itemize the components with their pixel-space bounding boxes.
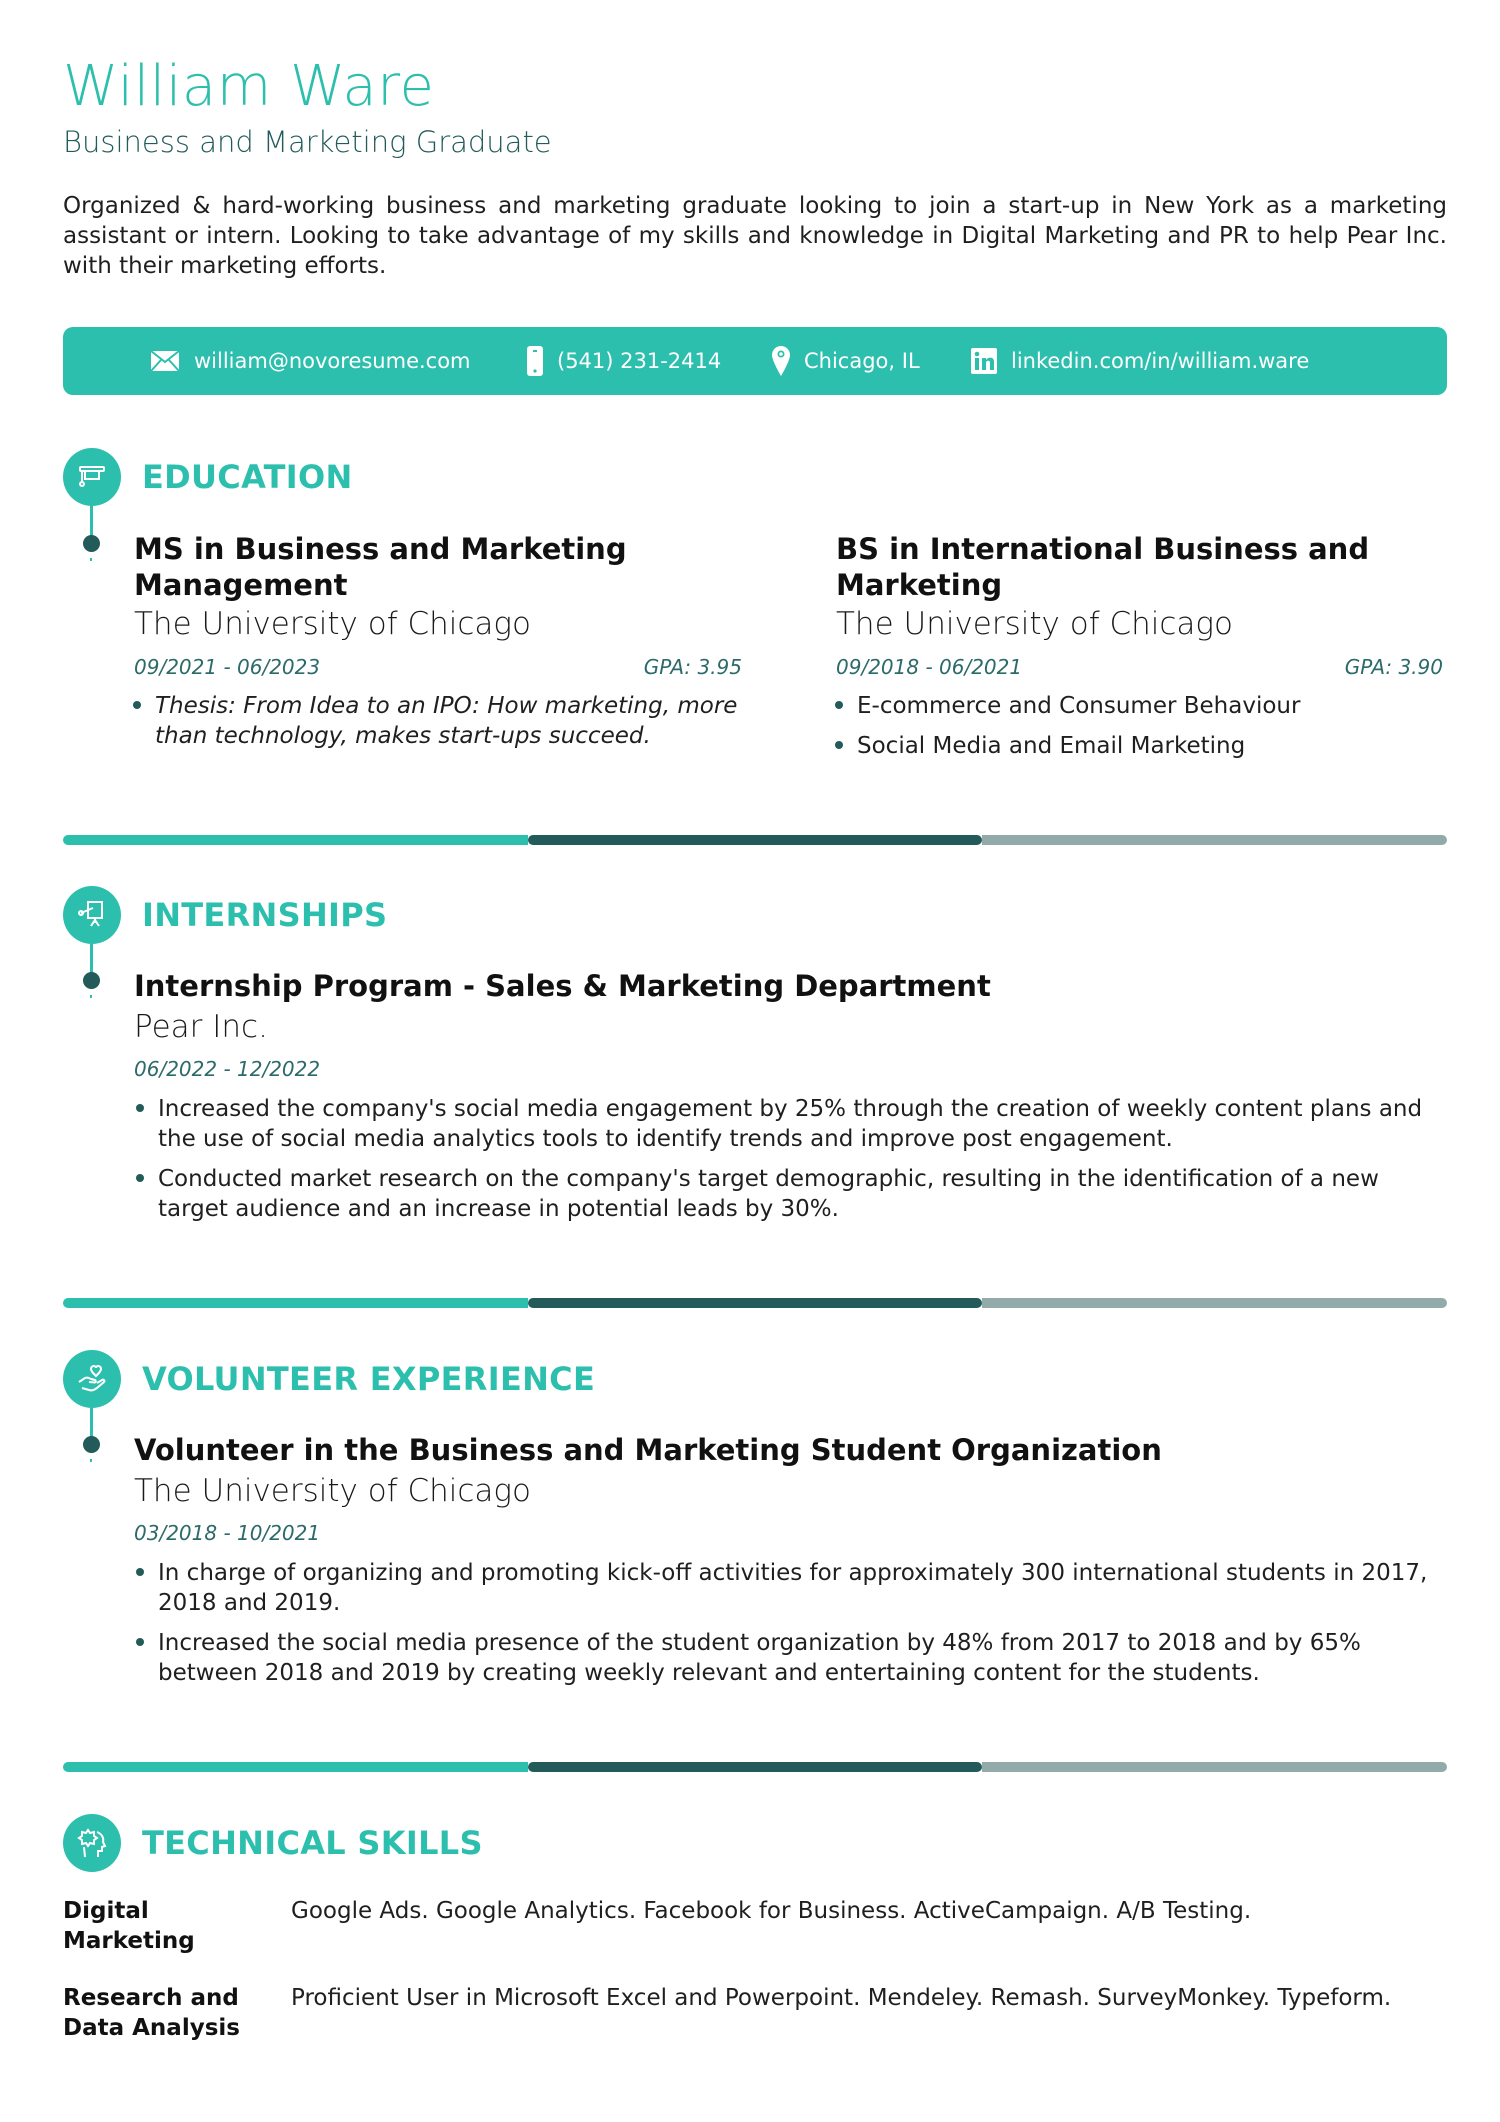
degree-title: BS in International Business and xyxy=(836,532,1370,566)
internships-section-icon xyxy=(63,886,121,944)
phone-text: (541) 231-2414 xyxy=(557,349,722,373)
role-title: Internship Program - Sales & Marketing Department xyxy=(134,969,991,1003)
timeline-connector xyxy=(90,944,93,974)
contact-bar xyxy=(63,327,1447,395)
timeline-dot xyxy=(83,535,100,552)
internship-bullets xyxy=(134,1094,1447,1234)
education-bullets xyxy=(131,691,751,761)
hand-heart-icon xyxy=(76,1364,108,1394)
bullet-item: Increased the social media presence of the student organization by 48% from 2017 to 2018 and by 65% between 2018 and 2019 by creating weekly relevant and entertaining content for the students. xyxy=(134,1628,1447,1688)
timeline-tick xyxy=(90,995,92,998)
linkedin-icon xyxy=(971,348,997,374)
timeline-connector xyxy=(90,506,93,536)
skill-category-line2: Marketing xyxy=(63,1928,195,1954)
linkedin-text: linkedin.com/in/william.ware xyxy=(1011,349,1310,373)
candidate-name: William Ware xyxy=(63,54,435,119)
gpa: GPA: 3.90 xyxy=(1344,655,1443,679)
bullet-item: Increased the company's social media engagement by 25% through the creation of weekly content plans and the use of social media analytics tools to identify trends and improve post engagement. xyxy=(134,1094,1447,1154)
bullet-item: Thesis: From Idea to an IPO: How marketing, more than technology, makes start-ups succeed. xyxy=(131,691,751,751)
map-pin-icon xyxy=(772,346,790,376)
graduation-cap-icon xyxy=(77,462,107,492)
section-divider xyxy=(63,835,1447,845)
organization-name: Pear Inc. xyxy=(134,1009,268,1045)
section-divider xyxy=(63,1298,1447,1308)
section-title-internships: INTERNSHIPS xyxy=(142,896,388,934)
education-bullets xyxy=(833,691,1443,771)
organization-name: The University of Chicago xyxy=(134,1473,531,1509)
location-text: Chicago, IL xyxy=(804,349,920,373)
timeline-tick xyxy=(90,558,92,561)
mobile-phone-icon xyxy=(527,346,543,376)
skills-section-icon xyxy=(63,1814,121,1872)
education-dates: 09/2021 - 06/2023 xyxy=(134,655,321,679)
volunteer-section-icon xyxy=(63,1350,121,1408)
degree-title-line2: Management xyxy=(134,568,348,602)
section-divider xyxy=(63,1762,1447,1772)
bullet-item: Conducted market research on the company's target demographic, resulting in the identification of a new target audience and an increase in potential leads by 30%. xyxy=(134,1164,1447,1224)
head-gear-icon xyxy=(76,1827,108,1859)
school-name: The University of Chicago xyxy=(836,606,1233,642)
volunteer-bullets xyxy=(134,1558,1447,1698)
section-title-education: EDUCATION xyxy=(142,458,353,496)
internship-dates: 06/2022 - 12/2022 xyxy=(134,1057,321,1081)
section-title-volunteer: VOLUNTEER EXPERIENCE xyxy=(142,1360,596,1398)
education-section-icon xyxy=(63,448,121,506)
skill-category xyxy=(63,1896,253,1956)
skill-list: Google Ads. Google Analytics. Facebook for Business. ActiveCampaign. A/B Testing. xyxy=(291,1898,1252,1924)
degree-title-line2: Marketing xyxy=(836,568,1003,602)
skill-category-line1: Digital xyxy=(63,1898,149,1924)
skill-category-line2: Data Analysis xyxy=(63,2015,240,2041)
candidate-title: Business and Marketing Graduate xyxy=(63,125,552,159)
contact-phone[interactable] xyxy=(527,327,721,395)
school-name: The University of Chicago xyxy=(134,606,531,642)
timeline-tick xyxy=(90,1459,92,1462)
contact-email[interactable] xyxy=(150,327,471,395)
bullet-item: In charge of organizing and promoting kick-off activities for approximately 300 international students in 2017, 2018 and 2019. xyxy=(134,1558,1447,1618)
presentation-board-icon xyxy=(77,899,107,931)
volunteer-dates: 03/2018 - 10/2021 xyxy=(134,1521,321,1545)
skill-category xyxy=(63,1983,253,2043)
skill-category-line1: Research and xyxy=(63,1985,239,2011)
role-title: Volunteer in the Business and Marketing Student Organization xyxy=(134,1433,1162,1467)
skill-list: Proficient User in Microsoft Excel and Powerpoint. Mendeley. Remash. SurveyMonkey. Typeform. xyxy=(291,1985,1392,2011)
timeline-dot xyxy=(83,972,100,989)
email-text: william@novoresume.com xyxy=(194,349,471,373)
summary-text: Organized & hard-working business and marketing graduate looking to join a start-up in New York as a marketing assistant or intern. Looking to take advantage of my skills and knowledge in Digital Marketing and PR to help Pear Inc. with their marketing efforts. xyxy=(63,193,1447,279)
timeline-dot xyxy=(83,1436,100,1453)
section-title-skills: TECHNICAL SKILLS xyxy=(142,1824,483,1862)
bullet-item: Social Media and Email Marketing xyxy=(833,731,1443,761)
timeline-connector xyxy=(90,1408,93,1438)
degree-title: MS in Business and Marketing xyxy=(134,532,627,566)
gpa: GPA: 3.95 xyxy=(643,655,742,679)
envelope-icon xyxy=(150,350,180,372)
bullet-item: E-commerce and Consumer Behaviour xyxy=(833,691,1443,721)
education-dates: 09/2018 - 06/2021 xyxy=(836,655,1023,679)
contact-linkedin[interactable] xyxy=(971,327,1309,395)
contact-location xyxy=(772,327,920,395)
